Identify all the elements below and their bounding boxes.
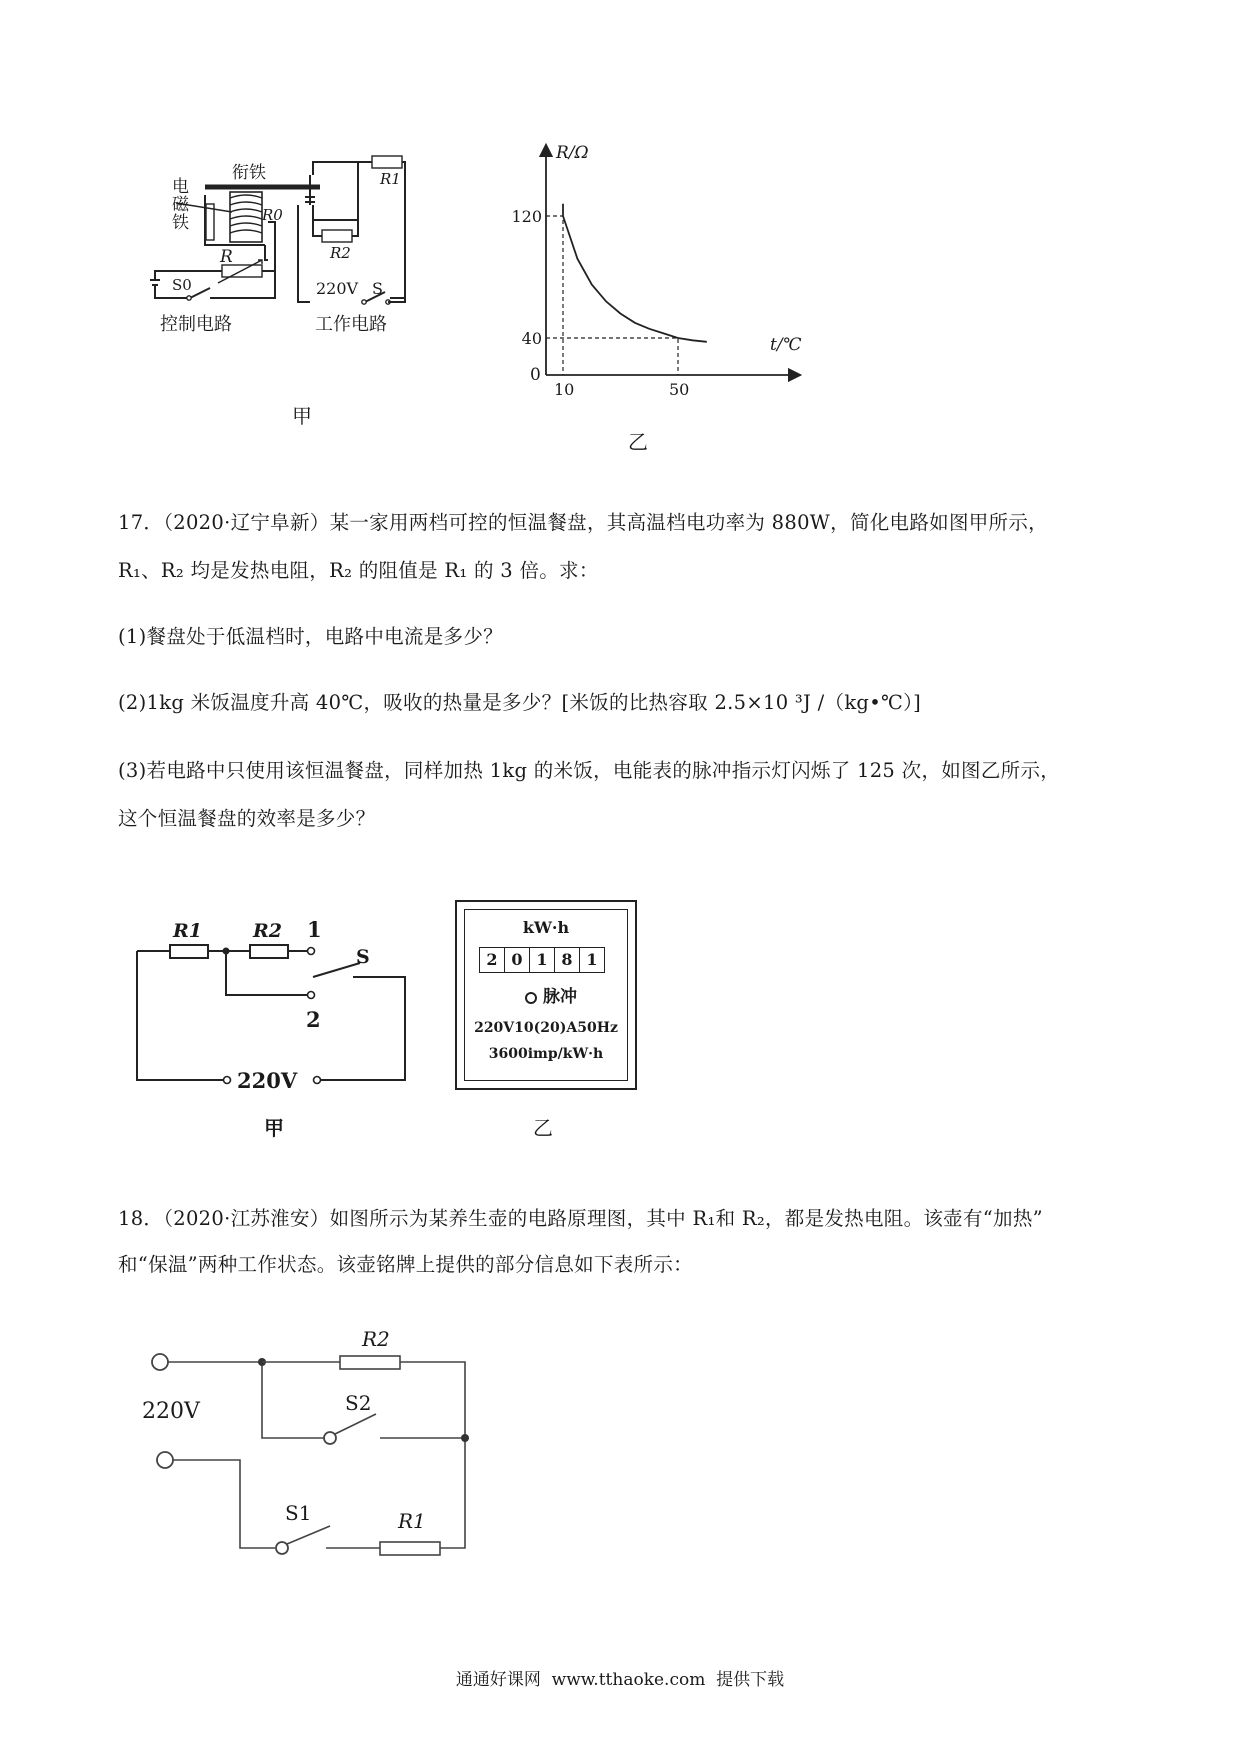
chart-ylabel: R/Ω [556, 143, 589, 163]
q18-pot-circuit [140, 1320, 490, 1560]
energy-meter-inner [464, 909, 628, 1081]
label-electromagnet-2: 磁 [172, 195, 189, 215]
q17-line2: R₁、R₂ 均是发热电阻，R₂ 的阻值是 R₁ 的 3 倍。求： [118, 559, 599, 582]
chart-y-tick: 120 [511, 207, 542, 226]
q18-label-r1: R1 [398, 1509, 426, 1533]
chart-xlabel: t/℃ [770, 335, 802, 355]
q17-label-voltage: 220V [237, 1068, 298, 1093]
q18-resistor-r1 [380, 1542, 440, 1555]
q17-resistor-r1 [170, 945, 208, 958]
meter-digits [479, 947, 605, 973]
resistor-r1 [372, 156, 402, 168]
energy-meter [455, 900, 637, 1090]
q17-line1: 17．（2020·辽宁阜新）某一家用两档可控的恒温餐盘，其高温档电功率为 880W，简化电路如图甲所示， [118, 511, 1048, 534]
relay-circuit-diagram [150, 150, 450, 370]
label-work-circuit: 工作电路 [315, 314, 387, 335]
chart-guide-line [546, 216, 563, 375]
resistor-r2 [322, 230, 352, 242]
q17-part1: (1)餐盘处于低温档时，电路中电流是多少？ [118, 625, 503, 648]
q17-label-terminal1: 1 [307, 917, 322, 942]
q17-switch-circuit [125, 905, 415, 1125]
label-r: R [220, 247, 233, 267]
q17-switch-blade [313, 963, 360, 977]
meter-pulse-row [525, 982, 577, 1007]
meter-spec2: 3600imp/kW·h [488, 1046, 604, 1062]
meter-digit: 8 [555, 948, 580, 972]
meter-pulse-label: 脉冲 [543, 987, 577, 1007]
q17-part3-line1: (3)若电路中只使用该恒温餐盘，同样加热 1kg 的米饭，电能表的脉冲指示灯闪烁了 125 次，如图乙所示， [118, 759, 1061, 782]
chart-guide-line [546, 338, 678, 375]
q18-label-s2: S2 [345, 1391, 372, 1415]
q18-resistor-r2 [340, 1356, 400, 1369]
q17-label-terminal2: 2 [306, 1007, 321, 1032]
q17-part2: (2)1kg 米饭温度升高 40℃，吸收的热量是多少？[米饭的比热容取 2.5×10 ³J /（kg•℃）] [118, 691, 922, 714]
q18-label-r2: R2 [362, 1327, 390, 1351]
label-voltage-top: 220V [316, 279, 359, 298]
resistance-curve [563, 204, 707, 342]
q17-caption-left: 甲 [264, 1116, 284, 1140]
chart-origin: 0 [530, 365, 541, 385]
q18-label-s1: S1 [285, 1501, 312, 1525]
chart-y-tick: 40 [521, 329, 542, 348]
q17-part3-line2: 这个恒温餐盘的效率是多少？ [118, 807, 376, 830]
meter-digit: 1 [530, 948, 555, 972]
q18-label-voltage: 220V [142, 1399, 200, 1424]
q17-label-switch: S [356, 946, 370, 968]
q17-label-r2: R2 [253, 920, 283, 942]
q18-switch-s1-blade [287, 1526, 330, 1544]
label-control-circuit: 控制电路 [160, 314, 232, 335]
page-footer: 通通好课网 www.tthaoke.com 提供下载 [455, 1670, 785, 1690]
label-r1-top: R1 [380, 170, 401, 188]
meter-spec1: 220V10(20)A50Hz [474, 1020, 618, 1036]
q17-resistor-r2 [250, 945, 288, 958]
electromagnet-coil [230, 192, 262, 242]
meter-digit: 2 [480, 948, 505, 972]
chart-x-tick: 50 [669, 380, 690, 399]
meter-unit: kW·h [522, 918, 570, 937]
label-s-top: S [372, 279, 383, 298]
q18-line2: 和“保温”两种工作状态。该壶铭牌上提供的部分信息如下表所示： [118, 1253, 693, 1276]
label-electromagnet-3: 铁 [172, 213, 189, 233]
label-r0: R0 [262, 206, 283, 224]
q17-label-r1: R1 [173, 920, 203, 942]
meter-digit: 1 [586, 950, 598, 969]
chart-x-tick: 10 [554, 380, 575, 399]
q18-line1: 18．（2020·江苏淮安）如图所示为某养生壶的电路原理图，其中 R₁和 R₂，都是发热电阻。该壶有“加热” [118, 1207, 1043, 1230]
label-electromagnet-1: 电 [172, 177, 189, 197]
resistance-temperature-chart [511, 140, 820, 410]
meter-digit: 0 [505, 948, 530, 972]
label-r2-top: R2 [330, 244, 351, 262]
figure-caption-top-left: 甲 [292, 404, 312, 428]
label-armature: 衔铁 [232, 163, 266, 183]
figure-caption-top-right: 乙 [628, 430, 648, 454]
q18-switch-s2-blade [335, 1414, 376, 1434]
q17-caption-right: 乙 [533, 1116, 553, 1140]
label-s0: S0 [172, 276, 192, 294]
pulse-indicator-icon [525, 992, 537, 1004]
